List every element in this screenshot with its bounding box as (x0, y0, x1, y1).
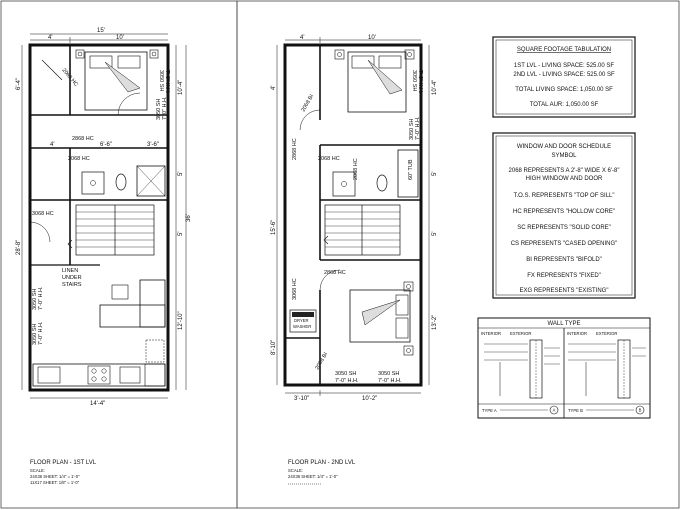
wall-type-a-label: TYPE A (482, 408, 497, 413)
plan2-dim-top-left: 4' (300, 35, 305, 41)
plan2-scale-24x36: 24X36 SHEET: 1/4" = 1'-0" (288, 474, 338, 479)
plan2-door-linen: 2068 HC (353, 158, 359, 180)
schedule-line-2: T.O.S. REPRESENTS "TOP OF SILL" (513, 193, 615, 199)
plan1-label-linen: LINEN (62, 268, 79, 274)
schedule-line-1a: 2068 REPRESENTS A 2'-8" WIDE X 6'-8" (508, 168, 620, 174)
plan2-window-top-b-hh: 7'-0" H.H. (415, 116, 421, 140)
plan1-dim-right-4: 12'-10" (178, 311, 184, 330)
schedule-line-7: FX REPRESENTS "FIXED" (527, 273, 601, 279)
plan1-window-liv-a-hh: 7'-0" H.H. (38, 286, 44, 310)
plan2-dim-right-1: 10'-4" (432, 79, 438, 95)
plan1-title: FLOOR PLAN - 1ST LVL (30, 460, 97, 466)
plan2-door-laundry: 3068 HC (292, 278, 298, 300)
sqft-line-1: 1ST LVL - LIVING SPACE: 525.00 SF (513, 63, 615, 69)
plan1-dim-hall-a: 4' (50, 142, 55, 148)
wall-type-b-exterior: EXTERIOR (596, 331, 618, 336)
plan1-vanity (82, 172, 104, 194)
wall-type-b-interior: INTERIOR (567, 331, 588, 336)
plan1-door-3068: 3068 HC (32, 211, 54, 217)
plan2-dim-right-4: 13'-2" (432, 314, 438, 330)
plan1-window-bed-a-hh: 7'-0" H.H. (164, 70, 170, 94)
plan1-dim-right-1: 10'-4" (178, 79, 184, 95)
plan1-door-2868: 2868 HC (72, 136, 94, 142)
plan2-dim-left-2: 15'-6" (271, 219, 277, 235)
plan1-dim-right-2: 5' (178, 171, 184, 176)
schedule-line-4: SC REPRESENTS "SOLID CORE" (517, 225, 611, 231)
plan2-vanity (333, 172, 355, 196)
plan1-window-bed-b: 3050 SH (156, 98, 162, 120)
plan1-dim-hall-c: 3'-6" (147, 142, 159, 148)
plan2-label-dryer: DRYER (294, 318, 309, 323)
square-footage-box (493, 37, 635, 117)
plan1-window-liv-a: 3050 SH (32, 288, 38, 310)
plan1-door-2068-bath: 2068 HC (68, 156, 90, 162)
sqft-line-2: 2ND LVL - LIVING SPACE: 525.00 SF (513, 72, 615, 78)
plan1-dim-right-overall: 36' (186, 214, 192, 222)
plan1-dim-hall-b: 6'-6" (100, 142, 112, 148)
plan1-kitchen (33, 340, 165, 386)
plan1-toilet (116, 174, 126, 190)
schedule-line-3: HC REPRESENTS "HOLLOW CORE" (513, 209, 615, 215)
plan1-dim-left-1: 6'-4" (16, 78, 22, 90)
plan2-door-bath: 2068 HC (318, 156, 340, 162)
plan2-dim-bottom-left: 3'-10" (294, 396, 310, 402)
plan1-bed (85, 52, 147, 110)
plan2-door-closet-bot: 2068 BI (314, 351, 330, 371)
plan2-dim-right-3: 5' (432, 231, 438, 236)
plan1-label-under: UNDER (62, 275, 82, 281)
plan2-window-top-a: 3050 SH (411, 70, 417, 92)
plan1-dim-top-right: 10' (116, 35, 124, 41)
plan2-dim-left-3: 8'-10" (271, 339, 277, 355)
plan2-dim-right-2: 5' (432, 171, 438, 176)
plan2-label-washer: WASHER (293, 324, 312, 329)
plan2-bed-top (348, 52, 406, 112)
plan2-window-bot-a-hh: 7'-0" H.H. (335, 378, 359, 384)
floor-plan-1st-level (16, 28, 192, 485)
plan2-scale-label: SCALE: (288, 468, 303, 473)
plan2-window-bot-b-hh: 7'-0" H.H. (378, 378, 402, 384)
wall-type-b-label: TYPE B (568, 408, 583, 413)
schedule-line-6: BI REPRESENTS "BIFOLD" (526, 257, 602, 263)
plan1-scale-label: SCALE: (30, 468, 45, 473)
sqft-line-3: TOTAL LIVING SPACE: 1,050.00 SF (515, 87, 613, 93)
plan1-dim-top-left: 4' (48, 35, 53, 41)
schedule-heading-1: WINDOW AND DOOR SCHEDULE (516, 144, 612, 150)
sqft-heading: SQUARE FOOTAGE TABULATION (516, 47, 612, 53)
plan1-scale-24x36: 24X36 SHEET: 1/4" = 1'-0" (30, 474, 80, 479)
plan2-bed-bottom (350, 290, 410, 342)
wall-type-a-interior: INTERIOR (481, 331, 502, 336)
plan2-window-top-b: 3050 SH (409, 118, 415, 140)
wall-type-a-tag-letter: A (552, 407, 556, 413)
window-door-schedule-box (493, 133, 635, 298)
plan2-door-closet-top: 2068 BI (300, 93, 316, 113)
wall-type-b-tag-letter: B (638, 407, 642, 413)
plan2-window-top-a-hh: 7'-0" H.H. (417, 70, 423, 94)
plan1-label-stairs: STAIRS (62, 282, 82, 288)
plan2-exterior-wall (285, 45, 421, 385)
plan2-window-bot-b: 3050 SH (378, 371, 400, 377)
plan1-dim-bottom: 14'-4" (90, 401, 106, 407)
plan2-door-bed2: 2868 HC (324, 270, 346, 276)
plan2-stairs (324, 205, 400, 255)
plan1-window-bed-a: 3050 SH (158, 70, 164, 92)
plan2-dim-top-right: 10' (368, 35, 376, 41)
plan1-scale-11x17: 11X17 SHEET: 1/8" = 1'-0" (30, 480, 80, 485)
plan1-dim-top-overall: 15' (97, 28, 105, 34)
plan2-dim-left-1: 4' (271, 85, 277, 90)
schedule-line-1b: HIGH WINDOW AND DOOR (525, 176, 603, 182)
plan1-sofa (100, 280, 165, 327)
plan2-title: FLOOR PLAN - 2ND LVL (288, 460, 356, 466)
plan1-door-2068-top: 2068 HC (60, 67, 80, 88)
plan1-window-liv-b-hh: 7'-0" H.H. (38, 321, 44, 345)
wall-type-a-exterior: EXTERIOR (510, 331, 532, 336)
schedule-heading-2: SYMBOL (551, 153, 577, 159)
wall-type-box (478, 318, 650, 418)
plan1-dim-right-3: 5' (178, 231, 184, 236)
schedule-line-8: EXG REPRESENTS "EXISTING" (519, 288, 609, 294)
wall-type-heading: WALL TYPE (547, 321, 581, 327)
sqft-line-4: TOTAL AUR: 1,050.00 SF (529, 102, 599, 108)
plan2-door-hall: 2868 HC (292, 138, 298, 160)
plan2-dim-bottom-right: 10'-2" (362, 396, 378, 402)
plan1-window-liv-b: 3050 SH (32, 323, 38, 345)
floor-plan-2nd-level (271, 35, 438, 484)
plan2-tub-label: 60" TUB (408, 159, 414, 180)
plan2-toilet (377, 175, 387, 191)
plan1-stairs (68, 205, 154, 255)
plan1-window-bed-b-hh: 7'-0" H.H. (162, 96, 168, 120)
plan2-window-bot-a: 3050 SH (335, 371, 357, 377)
schedule-line-5: CS REPRESENTS "CASED OPENING" (510, 241, 618, 247)
plan1-dim-left-2: 28'-8" (16, 239, 22, 255)
